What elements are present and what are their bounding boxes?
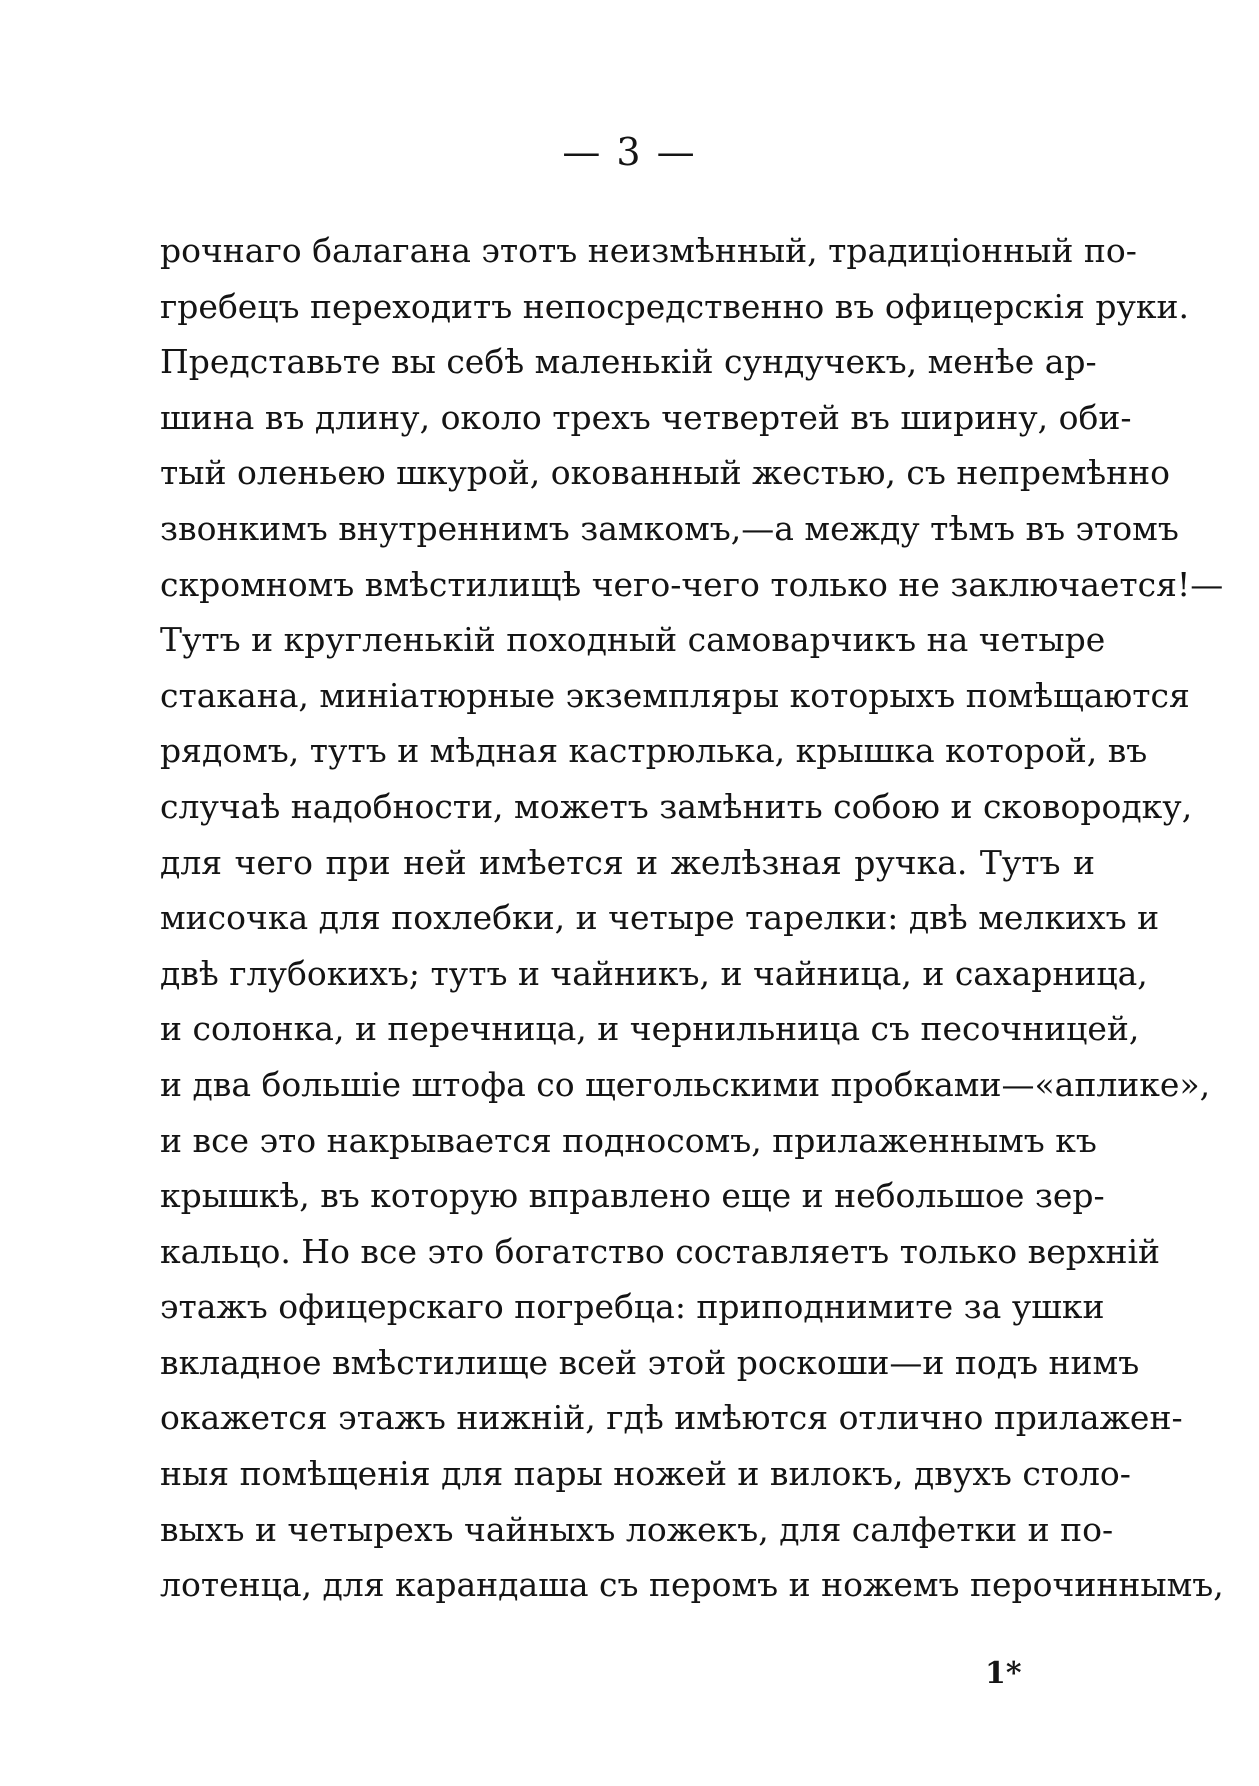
- text-line: мисочка для похлебки, и четыре тарелки: двѣ мелкихъ и: [160, 898, 1160, 938]
- body-text: [160, 223, 1224, 1613]
- text-line: крышкѣ, въ которую вправлено еще и небольшое зер-: [160, 1176, 1105, 1216]
- text-line: для чего при ней имѣется и желѣзная ручка. Тутъ и: [160, 842, 1095, 882]
- page-number: — 3 —: [562, 130, 697, 174]
- text-line: тый оленьею шкурой, окованный жестью, съ непремѣнно: [160, 453, 1170, 493]
- signature-mark: 1*: [985, 1656, 1022, 1691]
- text-line: кальцо. Но все это богатство составляетъ только верхній: [160, 1231, 1161, 1271]
- text-line: звонкимъ внутреннимъ замкомъ,—а между тѣмъ въ этомъ: [160, 508, 1179, 548]
- text-line: гребецъ переходитъ непосредственно въ офицерскія руки.: [160, 286, 1190, 326]
- text-line: окажется этажъ нижній, гдѣ имѣются отлично прилажен-: [160, 1398, 1183, 1438]
- text-line: ныя помѣщенія для пары ножей и вилокъ, двухъ столо-: [160, 1454, 1131, 1494]
- text-line: двѣ глубокихъ; тутъ и чайникъ, и чайница, и сахарница,: [160, 953, 1148, 993]
- text-line: рядомъ, тутъ и мѣдная кастрюлька, крышка которой, въ: [160, 731, 1148, 771]
- text-line: лотенца, для карандаша съ перомъ и ножемъ перочиннымъ,: [160, 1565, 1224, 1605]
- text-line: выхъ и четырехъ чайныхъ ложекъ, для салфетки и по-: [160, 1509, 1114, 1549]
- text-line: стакана, миніатюрные экземпляры которыхъ помѣщаются: [160, 675, 1190, 715]
- text-line: вкладное вмѣстилище всей этой роскоши—и подъ нимъ: [160, 1342, 1140, 1382]
- text-line: и два большіе штофа со щегольскими пробками—«аплике»,: [160, 1064, 1211, 1104]
- text-line: скромномъ вмѣстилищѣ чего-чего только не заключается!—: [160, 564, 1224, 604]
- text-line: Тутъ и кругленькій походный самоварчикъ на четыре: [160, 620, 1106, 660]
- text-line: Представьте вы себѣ маленькій сундучекъ, менѣе ар-: [160, 342, 1097, 382]
- text-line: и солонка, и перечница, и чернильница съ песочницей,: [160, 1009, 1140, 1049]
- text-line: и все это накрывается подносомъ, прилаженнымъ къ: [160, 1120, 1097, 1160]
- text-line: случаѣ надобности, можетъ замѣнить собою и сковородку,: [160, 786, 1193, 826]
- text-line: рочнаго балагана этотъ неизмѣнный, традиціонный по-: [160, 231, 1137, 270]
- text-line: этажъ офицерскаго погребца: приподнимите за ушки: [160, 1287, 1105, 1327]
- text-line: шина въ длину, около трехъ четвертей въ ширину, оби-: [160, 397, 1132, 437]
